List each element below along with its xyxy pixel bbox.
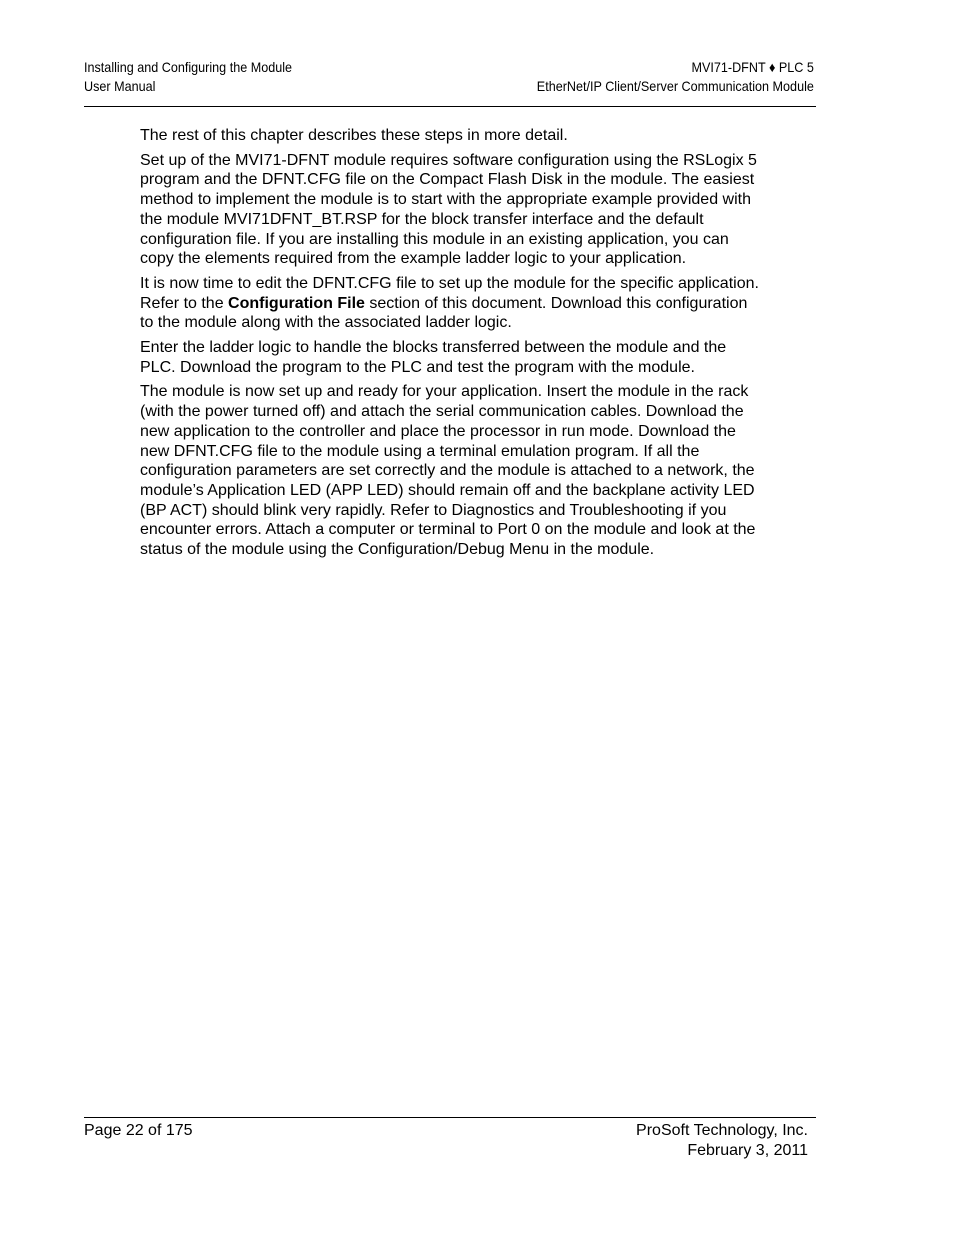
header-right bbox=[537, 58, 814, 96]
footer-company: ProSoft Technology, Inc. bbox=[636, 1122, 808, 1139]
paragraph-ready: The module is now set up and ready for your application. Insert the module in the rack (with the power turned off) and attach the serial communication cables. Download the new application to the controller and place the processor in run mode. Download the new DFNT.CFG file to the module using a terminal emulation program. If all the configuration parameters are set correctly and the module is attached to a network, the module’s Application LED (APP LED) should remain off and the backplane activity LED (BP ACT) should blink very rapidly. Refer to Diagnostics and Troubleshooting if you encounter errors. Attach a computer or terminal to Port 0 on the module and look at the status of the module using the Configuration/Debug Menu in the module. bbox=[140, 383, 756, 559]
page-footer bbox=[84, 1117, 816, 1168]
paragraph-edit-config-part1: It is now time to edit the DFNT.CFG file to set up the module for the specific application. Refer to the bbox=[140, 274, 759, 312]
paragraph-setup: Set up of the MVI71-DFNT module requires software configuration using the RSLogix 5 program and the DFNT.CFG file on the Compact Flash Disk in the module. The easiest method to implement the module is to start with the appropriate example provided with the module MVI71DFNT_BT.RSP for the block transfer interface and the default configuration file. If you are installing this module in an existing application, you can copy the elements required from the example ladder logic to your application. bbox=[140, 151, 757, 268]
paragraph-ladder-logic: Enter the ladder logic to handle the blocks transferred between the module and the PLC. Download the program to the PLC and test the program with the module. bbox=[140, 339, 727, 376]
footer-date: February 3, 2011 bbox=[687, 1142, 808, 1159]
header-left bbox=[84, 58, 292, 96]
page-header bbox=[84, 56, 816, 107]
header-doc-type: User Manual bbox=[84, 78, 156, 94]
header-module-desc: EtherNet/IP Client/Server Communication Module bbox=[536, 78, 814, 94]
page-body bbox=[140, 126, 765, 565]
header-chapter-title: Installing and Configuring the Module bbox=[84, 59, 293, 75]
footer-page-number: Page 22 of 175 bbox=[84, 1122, 193, 1139]
paragraph-edit-config bbox=[140, 274, 765, 333]
header-product: MVI71-DFNT ♦ PLC 5 bbox=[691, 59, 814, 75]
paragraph-edit-config-part2: section of this document. Download this configuration to the module along with the associated ladder logic. bbox=[140, 294, 748, 332]
paragraph-intro: The rest of this chapter describes these steps in more detail. bbox=[140, 127, 568, 144]
footer-right bbox=[636, 1121, 808, 1161]
configuration-file-reference: Configuration File bbox=[228, 294, 365, 312]
